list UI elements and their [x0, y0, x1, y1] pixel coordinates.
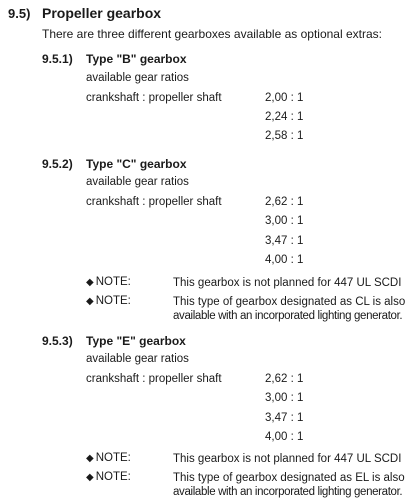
subsection-number: 9.5.1)	[42, 52, 73, 66]
gear-ratio: 3,47 : 1	[265, 412, 304, 424]
subsection-title: Type "E" gearbox	[86, 334, 186, 348]
note-label: ◆ NOTE:	[86, 295, 131, 307]
gear-ratio: 4,00 : 1	[265, 431, 304, 443]
gear-ratio: 4,00 : 1	[265, 254, 304, 266]
subsection-number: 9.5.2)	[42, 157, 73, 171]
note-label: ◆ NOTE:	[86, 471, 131, 483]
gear-ratio: 3,00 : 1	[265, 392, 304, 404]
note-label: ◆ NOTE:	[86, 276, 131, 288]
note-label: ◆ NOTE:	[86, 452, 131, 464]
diamond-bullet-icon: ◆	[86, 472, 94, 483]
gear-ratio: 2,62 : 1	[265, 196, 304, 208]
note-text: This gearbox is not planned for 447 UL SCDI	[173, 277, 402, 289]
ratio-label: crankshaft : propeller shaft	[86, 373, 222, 385]
gear-ratio: 3,00 : 1	[265, 215, 304, 227]
subsection-title: Type "C" gearbox	[86, 157, 187, 171]
subsection-number: 9.5.3)	[42, 334, 73, 348]
subsection-subtitle: available gear ratios	[86, 72, 189, 84]
gear-ratio: 2,00 : 1	[265, 92, 304, 104]
note-text: This gearbox is not planned for 447 UL SCDI	[173, 453, 402, 465]
diamond-bullet-icon: ◆	[86, 296, 94, 307]
note-text: This type of gearbox designated as CL is also available with an incorporated lighting generator.	[173, 296, 406, 322]
diamond-bullet-icon: ◆	[86, 277, 94, 288]
gear-ratio: 2,58 : 1	[265, 130, 304, 142]
section-number: 9.5)	[8, 6, 31, 21]
gear-ratio: 3,47 : 1	[265, 235, 304, 247]
diamond-bullet-icon: ◆	[86, 453, 94, 464]
ratio-label: crankshaft : propeller shaft	[86, 196, 222, 208]
gear-ratio: 2,62 : 1	[265, 373, 304, 385]
gear-ratio: 2,24 : 1	[265, 111, 304, 123]
section-title: Propeller gearbox	[42, 5, 162, 21]
subsection-title: Type "B" gearbox	[86, 52, 187, 66]
note-text: This type of gearbox designated as EL is also available with an incorporated lighting generator.	[173, 472, 405, 498]
subsection-subtitle: available gear ratios	[86, 353, 189, 365]
subsection-subtitle: available gear ratios	[86, 176, 189, 188]
ratio-label: crankshaft : propeller shaft	[86, 92, 222, 104]
section-intro: There are three different gearboxes available as optional extras:	[42, 27, 382, 41]
